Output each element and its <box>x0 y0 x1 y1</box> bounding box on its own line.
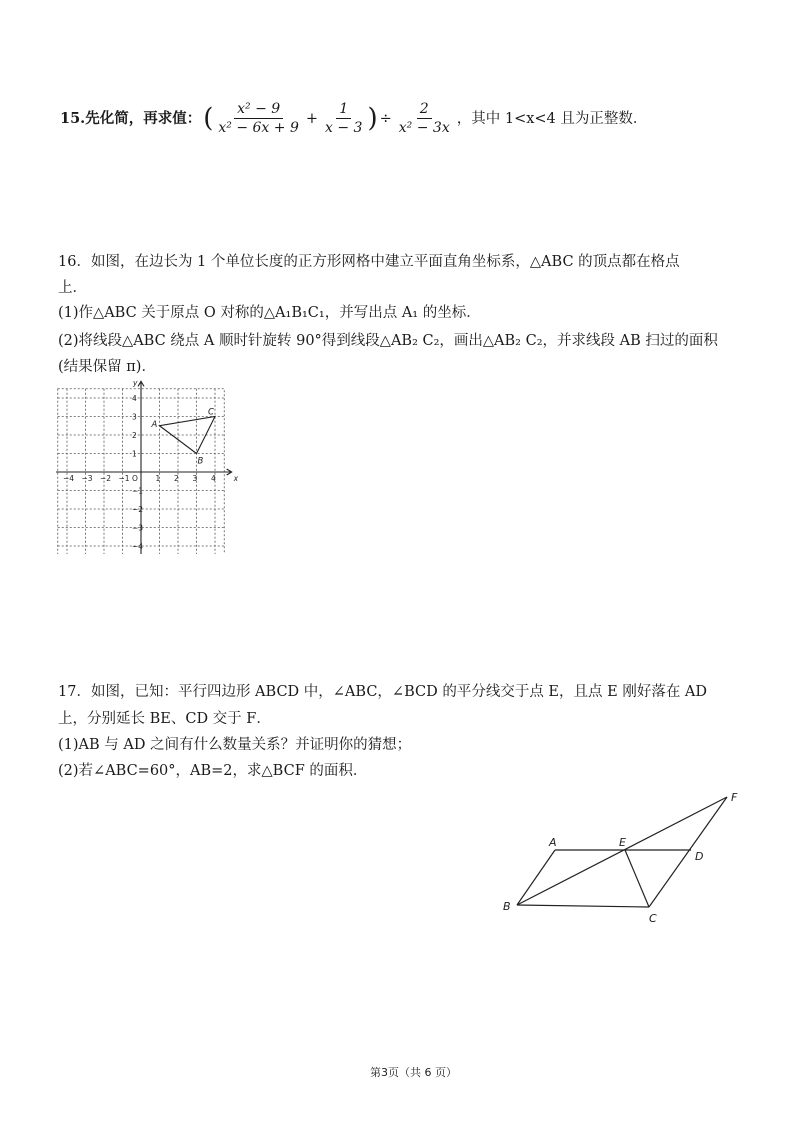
label-D: D <box>695 850 704 863</box>
q15-label: 15.先化简，再求值： <box>60 109 202 127</box>
label-A: A <box>549 836 557 849</box>
origin-label: O <box>132 474 138 483</box>
segment-AB <box>517 850 555 905</box>
fraction-3: $\frac{2}{\text{x² − 3x}}$ <box>398 101 450 136</box>
y-tick-label: 2 <box>132 431 137 440</box>
y-tick-label: 4 <box>132 394 137 403</box>
coordinate-grid-figure <box>56 374 246 554</box>
segment-BC <box>517 905 649 907</box>
q17-part2: (2)若∠ABC=60°，AB=2，求△BCF 的面积． <box>58 763 368 779</box>
vertex-A-label: A <box>151 419 158 430</box>
vertex-C-label: C <box>208 407 214 418</box>
y-tick-label: −2 <box>132 505 144 514</box>
q16-part2: (2)将线段△ABC 绕点 A 顺时针旋转 90°得到线段△AB₂ C₂，画出△AB₂ C₂，并求线段 AB 扫过的面积 <box>58 333 718 349</box>
label-C: C <box>649 912 657 925</box>
question-15: 15.先化简，再求值：( $\frac{\text{x² − 9}}{\text{x² − 6x + 9}}$ + $\frac{1}{x - 3}$ ) ÷ $\frac{2}{\text{x² − 3x}}$ ，其中 1<x<4 且为正整数． <box>60 101 648 136</box>
y-tick-label: −4 <box>132 542 144 551</box>
x-tick-label: 3 <box>192 474 198 483</box>
fraction-2: $\frac{1}{x - 3}$ <box>325 101 363 136</box>
q16-line1: 16．如图，在边长为 1 个单位长度的正方形网格中建立平面直角坐标系，△ABC 的顶点都在格点 <box>58 254 680 270</box>
label-B: B <box>503 900 511 913</box>
label-F: F <box>731 791 738 804</box>
x-tick-label: −3 <box>81 474 93 483</box>
y-tick-label: −3 <box>132 523 144 533</box>
x-tick-label: 4 <box>211 474 216 483</box>
x-tick-label: −1 <box>118 474 130 483</box>
x-tick-label: −4 <box>63 474 75 483</box>
vertex-B-label: B <box>197 456 204 467</box>
y-tick-label: 3 <box>132 412 137 422</box>
q17-part1: (1)AB 与 AD 之间有什么数量关系？并证明你的猜想； <box>58 737 412 753</box>
q16-line2: 上． <box>58 280 87 296</box>
y-tick-label: 1 <box>132 449 137 459</box>
q17-line1: 17．如图，已知：平行四边形 ABCD 中，∠ABC，∠BCD 的平分线交于点 E，且点 E 刚好落在 AD <box>58 684 708 700</box>
x-tick-label: −2 <box>100 474 112 483</box>
q16-part3: (结果保留 π)． <box>58 359 156 375</box>
fraction-1: $\frac{\text{x² − 9}}{\text{x² − 6x + 9}}$ <box>218 101 299 136</box>
y-axis-label: y <box>133 378 138 388</box>
segment-CE <box>625 850 649 907</box>
y-tick-label: −1 <box>132 486 144 496</box>
parallelogram-figure <box>495 785 755 930</box>
left-paren: ( <box>203 103 214 134</box>
q16-part1: (1)作△ABC 关于原点 O 对称的△A₁B₁C₁，并写出点 A₁ 的坐标． <box>58 305 481 321</box>
label-E: E <box>619 836 626 849</box>
right-paren: ) <box>367 103 378 134</box>
q15-condition: ，其中 1<x<4 且为正整数． <box>456 110 648 127</box>
x-tick-label: 1 <box>155 474 161 483</box>
q17-line2: 上，分别延长 BE、CD 交于 F． <box>58 711 271 727</box>
x-tick-label: 2 <box>174 474 179 483</box>
page-footer: 第3页（共 6 页） <box>370 1066 457 1079</box>
x-axis-label: x <box>233 474 239 483</box>
segment-CF <box>649 797 727 907</box>
